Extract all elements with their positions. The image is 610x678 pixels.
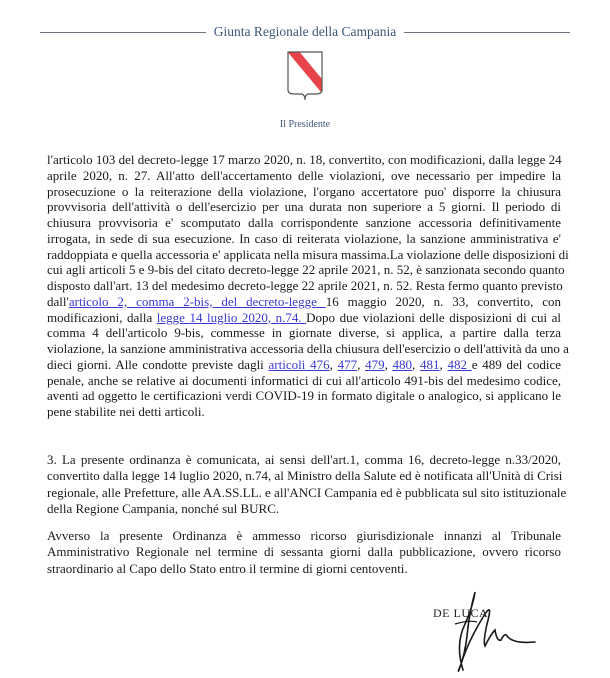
- text-segment: 3. La presente ordinanza è comunicata, ai sensi dell'art.1, comma 16, decreto-legge n.33/2020,: [47, 452, 561, 467]
- text-line: [47, 246, 569, 263]
- text-line: [47, 341, 569, 357]
- text-line: [47, 373, 561, 389]
- text-line: [47, 501, 561, 517]
- law-reference-link[interactable]: 477: [337, 356, 358, 372]
- header-rule-right: [404, 32, 570, 33]
- text-segment: modificazioni, dalla: [47, 309, 157, 325]
- text-segment: l'articolo 103 del decreto-legge 17 marzo 2020, n. 18, convertito, con modificazioni, dalla legge 24: [47, 152, 562, 167]
- text-segment: Avverso la presente Ordinanza è ammesso ricorso giurisdizionale innanzi al Tribunale: [47, 528, 561, 543]
- text-segment: penale, anche se relative ai documenti informatici di cui all'articolo 491-bis del medesimo codice,: [47, 372, 561, 388]
- text-segment: provvisoria dell'attività o dell'esercizio per una durata non superiore a 5 giorni. Il periodo di: [47, 199, 561, 215]
- header-subtitle: Il Presidente: [279, 119, 331, 130]
- text-segment: ,: [384, 356, 393, 372]
- law-reference-link[interactable]: articolo 2, comma 2-bis, del decreto-legge: [68, 293, 326, 309]
- text-line: [47, 231, 561, 247]
- text-segment: pene stabilite nei detti articoli.: [47, 404, 205, 419]
- text-line: [47, 357, 561, 373]
- text-segment: prosecuzione o la reiterazione della violazione, l'organo accertatore puo' disporre la chiusura: [47, 183, 561, 199]
- text-segment: e 489 del codice: [471, 356, 562, 372]
- signature-name: DE LUCA: [433, 606, 489, 620]
- text-segment: aprile 2020, n. 27. All'atto dell'accertamento delle violazioni, ove necessario per impedire la: [47, 167, 561, 183]
- text-line: [47, 278, 561, 294]
- letterhead: [40, 22, 570, 42]
- text-segment: 16 maggio 2020, n. 33, convertito, con: [325, 293, 561, 309]
- paragraph-appeal: [47, 528, 561, 577]
- law-reference-link[interactable]: 479: [365, 356, 385, 372]
- text-segment: comma 4 dell'articolo 9-bis, commesse in giornate diverse, si applica, a partire dalla terza: [47, 325, 561, 341]
- text-line: [47, 310, 561, 326]
- law-reference-link[interactable]: 480: [392, 356, 413, 372]
- text-line: [47, 184, 561, 200]
- text-segment: raddoppiata e quella accessoria e' applicata nella misura massima.La violazione delle disposizioni di: [47, 246, 569, 262]
- text-segment: Dopo due violazioni delle disposizioni di cui al: [306, 309, 561, 325]
- text-line: [47, 544, 561, 560]
- text-segment: aventi ad oggetto le certificazioni verdi COVID-19 in formato digitale o analogico, si applicano le: [47, 388, 561, 404]
- text-line: [47, 468, 561, 484]
- text-line: [47, 528, 561, 544]
- text-line: [47, 452, 561, 468]
- text-segment: ,: [412, 356, 421, 372]
- text-line: [47, 404, 561, 420]
- paragraph-sanctions: [47, 152, 569, 420]
- text-segment: cui agli articoli 5 e 9-bis del citato decreto-legge 22 aprile 2021, n. 52, è sanzionata secondo quanto: [47, 262, 565, 278]
- text-line: [47, 262, 565, 278]
- text-segment: violazione, la sanzione amministrativa accessoria della chiusura dell'esercizio o dell'attività da uno a: [47, 341, 569, 356]
- text-line: [47, 294, 561, 310]
- text-line: [47, 168, 561, 184]
- text-segment: dieci giorni. Alle condotte previste dagli: [47, 356, 269, 372]
- text-segment: convertito dalla legge 14 luglio 2020, n.74, al Ministro della Salute ed è notificata all'Unità di Crisi: [47, 468, 563, 484]
- text-line: [47, 388, 561, 404]
- text-segment: dall': [47, 293, 69, 309]
- text-segment: ,: [357, 356, 366, 372]
- text-segment: ,: [329, 356, 338, 372]
- text-segment: irrogata, in sede di sua esecuzione. In caso di reiterata violazione, la sanzione amministrativa e': [47, 230, 561, 246]
- law-reference-link[interactable]: 481: [420, 356, 440, 372]
- campania-coat-of-arms-icon: [286, 50, 324, 102]
- text-line: [47, 561, 561, 577]
- text-line: [47, 484, 567, 501]
- text-segment: chiusura provvisoria e' scomputato dalla corrispondente sanzione accessoria definitivamente: [47, 215, 561, 230]
- law-reference-link[interactable]: 482: [447, 356, 472, 372]
- signature-image: [425, 584, 545, 674]
- law-reference-link[interactable]: articoli 476: [268, 356, 330, 372]
- paragraph-communication: [47, 452, 567, 517]
- text-segment: della Regione Campania, nonché sul BURC.: [47, 500, 280, 516]
- text-segment: straordinario al Capo dello Stato entro il termine di giorni centoventi.: [47, 560, 408, 576]
- text-segment: Amministrativo Regionale nel termine di sessanta giorni dalla pubblicazione, ovvero ricorso: [47, 544, 561, 560]
- header-title: Giunta Regionale della Campania: [213, 24, 397, 39]
- text-segment: disposto dall'art. 13 del medesimo decreto-legge 22 aprile 2021, n. 52. Resta fermo quanto previsto: [47, 278, 563, 293]
- text-segment: ,: [439, 356, 448, 372]
- law-reference-link[interactable]: legge 14 luglio 2020, n.74.: [156, 309, 307, 325]
- text-line: [47, 325, 561, 341]
- text-line: [47, 152, 561, 168]
- header-rule-left: [40, 32, 206, 33]
- text-line: [47, 215, 561, 231]
- text-segment: regionale, alle Prefetture, alle AA.SS.LL. e all'ANCI Campania ed è pubblicata sul sito istituzionale: [47, 484, 567, 500]
- text-line: [47, 199, 561, 215]
